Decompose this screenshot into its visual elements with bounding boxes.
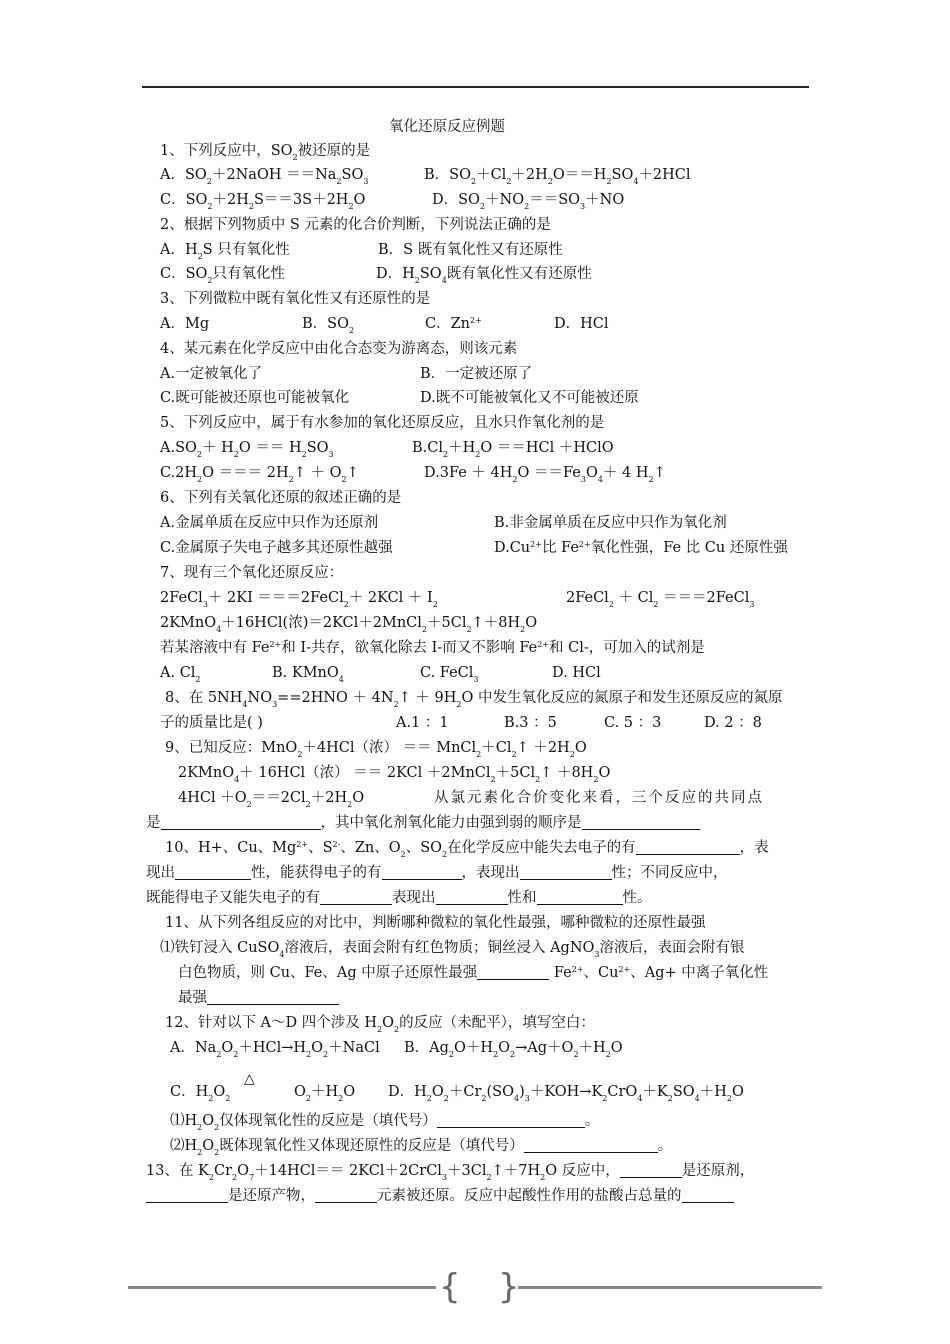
q10-blank-1[interactable] — [636, 840, 740, 855]
q5-option-c: $C.2H_2O$ ＝＝＝ $2H_2↑$ ＋ $O_2↑$ — [160, 465, 359, 484]
footer-rule-left — [128, 1286, 436, 1289]
q1-option-a: A．$SO_2+2NaOH ==Na_2SO_3$ — [160, 167, 369, 186]
q13-line-2: 是还原产物， 元素被还原。反应中起酸性作用的盐酸占总量的 — [146, 1187, 734, 1205]
footer-rule-right — [518, 1286, 822, 1289]
q1-option-b: B．$SO_2+Cl_2+2H_2O==H_2SO_4+2HCl$ — [424, 167, 691, 186]
q8-option-a: A.1 ：1 — [396, 715, 449, 731]
heat-triangle: △ — [244, 1071, 255, 1087]
q2-option-b: B．S 既有氧化性又有还原性 — [378, 242, 563, 258]
q7-reaction-3: 2KMnO$_4$＋16HCl(浓)$=2KCl+2MnCl_2+5Cl_2↑+8H_2O$ — [160, 615, 538, 634]
q1-option-d: D．$SO_2+NO_2==SO_3+NO$ — [432, 192, 625, 211]
q9-reaction-2: 2KMnO$_4$＋ 16HCl（浓） ＝＝ $2KCl +2MnCl_2+5Cl_2↑ +8H_2O$ — [178, 765, 611, 784]
q10-blank-3[interactable] — [382, 865, 462, 880]
q10-line-2: 现出 性，能获得电子的有 ，表现出 性；不同反应中， — [146, 865, 728, 881]
q4-option-c: C.既可能被还原也可能被氧化 — [160, 390, 350, 406]
q10-blank-6[interactable] — [436, 890, 508, 905]
q8-option-b: B.3 ：5 — [504, 715, 557, 731]
q5-option-b: $B.Cl_2+H_2O ==HCl$ ＋HClO — [412, 440, 614, 459]
q12-reaction-c-products: $O_2+H_2O$ — [294, 1084, 356, 1103]
q2-option-d: D．$H_2SO_4$既有氧化性又有还原性 — [376, 266, 592, 285]
q11-blank-2[interactable] — [207, 990, 339, 1005]
q10-blank-7[interactable] — [537, 890, 623, 905]
q7-option-c: C. FeCl$_3$ — [420, 665, 479, 684]
question-4-stem: 4、某元素在化学反应中由化合态变为游离态，则该元素 — [160, 341, 518, 357]
q6-option-b: B.非金属单质在反应中只作为氧化剂 — [494, 515, 727, 531]
question-2-stem: 2、根据下列物质中 S 元素的化合价判断，下列说法正确的是 — [160, 217, 551, 233]
q13-blank-3[interactable] — [315, 1188, 377, 1203]
q12-blank-1[interactable] — [437, 1113, 585, 1128]
q5-option-d: $D.3Fe + 4H_2O ==Fe_3O_4+ 4$ $H_2↑$ — [424, 465, 666, 484]
q9-reaction-3: $4HCl +O_2==2Cl_2+2H_2O$ — [178, 790, 365, 809]
question-10-stem: 10、H+、Cu、$Mg^{2+}$、$S^{2-}$、Zn、$O_2$、$SO_2$在化学反应中能失去电子的有 ，表 — [165, 840, 769, 859]
q13-blank-1[interactable] — [620, 1163, 682, 1178]
q4-option-a: A.一定被氧化了 — [160, 366, 263, 382]
q9-blank-common[interactable] — [161, 815, 321, 830]
q7-option-d: D. HCl — [552, 665, 601, 681]
footer-left-brace-icon: { — [439, 1267, 461, 1307]
q12-reaction-a: A．$Na_2O_2+HCl\to H_2O_2+NaCl$ — [170, 1040, 380, 1059]
q11-line-2: 白色物质，则 Cu、Fe、Ag 中原子还原性最强 $Fe^{2+}$、$Cu^{2+}$、Ag+ 中离子氧化性 — [178, 965, 769, 981]
q13-blank-2[interactable] — [146, 1188, 228, 1203]
q2-option-c: C．$SO_2$只有氧化性 — [160, 266, 286, 285]
q6-option-a: A.金属单质在反应中只作为还原剂 — [160, 515, 379, 531]
q7-option-b: B. KMnO$_4$ — [272, 665, 344, 684]
q12-reaction-d: D．$H_2O_2+Cr_2(SO_4)_3+KOH\to K_2CrO_4+K_2SO_4+H_2O$ — [388, 1084, 744, 1103]
q12-part-2: $⑵H_2O_2$既体现氧化性又体现还原性的反应是（填代号） 。 — [170, 1138, 673, 1157]
q9-fill-line: 是 ，其中氧化剂氧化能力由强到弱的顺序是 — [146, 814, 700, 832]
q11-line-3: 最强 — [178, 989, 339, 1007]
q9-prompt: 从氯元素化合价变化来看，三个反应的共同点 — [434, 790, 764, 806]
q3-option-c: C．$Zn^{2+}$ — [425, 316, 482, 332]
q1-option-c: C．$SO_2+2H_2S==3S+2H_2O$ — [160, 192, 366, 211]
question-7-stem: 7、现有三个氧化还原反应： — [160, 565, 344, 581]
q12-reaction-b: B．$Ag_2O+H_2O_2\to Ag+O_2+H_2O$ — [404, 1040, 623, 1059]
q3-option-d: D．HCl — [554, 316, 609, 332]
q7-reaction-1: 2FeCl$_3$＋ 2KI ＝＝＝2FeCl$_2$＋ $2KCl + I_2$ — [160, 590, 438, 609]
q7-condition: 若某溶液中有 $Fe^{2+}$和 I-共存，欲氧化除去 I-而又不影响 $Fe^{2+}$和 Cl-，可加入的试剂是 — [160, 640, 705, 656]
q8-option-d: D. 2 ：8 — [704, 715, 762, 731]
q8-option-c: C. 5 ：3 — [604, 715, 662, 731]
q8-line-2: 子的质量比是( ) — [160, 715, 263, 731]
q2-option-a: A．$H_2S$ 只有氧化性 — [160, 242, 290, 261]
q6-option-d: $D.Cu^{2+}$比 $Fe^{2+}$氧化性强，Fe 比 Cu 还原性强 — [494, 540, 788, 556]
q5-option-a: $A.SO_2+ H_2O == H_2SO_3$ — [160, 440, 334, 459]
q9-blank-order[interactable] — [582, 815, 700, 830]
question-5-stem: 5、下列反应中，属于有水参加的氧化还原反应，且水只作氧化剂的是 — [160, 415, 605, 431]
question-1-stem: 1、下列反应中，$SO_2$被还原的是 — [160, 143, 371, 162]
q6-option-c: C.金属原子失电子越多其还原性越强 — [160, 540, 393, 556]
q7-option-a: A. $Cl_2$ — [160, 665, 201, 684]
q3-option-b: B．$SO_2$ — [302, 316, 355, 335]
q4-option-d: D.既不可能被氧化又不可能被还原 — [420, 390, 639, 406]
q13-blank-4[interactable] — [682, 1188, 734, 1203]
question-6-stem: 6、下列有关氧化还原的叙述正确的是 — [160, 490, 402, 506]
q10-line-3: 既能得电子又能失电子的有 表现出 性和 性。 — [146, 890, 652, 906]
question-13-stem: 13、在 $K_2Cr_2O_7+14HCl==$ $2KCl+2CrCl_3+3Cl_2↑+7H_2O$ 反应中， 是还原剂， — [146, 1163, 755, 1182]
q4-option-b: B．一定被还原了 — [420, 366, 533, 382]
q11-line-1: ⑴铁钉浸入 CuSO$_4$溶液后，表面会附有红色物质；铜丝浸入 AgNO$_3$溶液后，表面会附有银 — [160, 940, 745, 959]
q12-reaction-c: C．$H_2O_2$ — [170, 1084, 231, 1103]
q12-part-1: $⑴H_2O_2$仅体现氧化性的反应是（填代号） 。 — [170, 1113, 600, 1132]
q7-reaction-2: 2FeCl$_2$ ＋ $Cl_2$ ＝＝＝2FeCl$_3$ — [566, 590, 755, 609]
question-3-stem: 3、下列微粒中既有氧化性又有还原性的是 — [160, 291, 431, 307]
q10-blank-4[interactable] — [520, 865, 612, 880]
page-title: 氧化还原反应例题 — [389, 119, 505, 135]
footer-right-brace-icon: } — [498, 1267, 520, 1307]
question-8-stem: 8、在 $5NH_4NO_3==2HNO$ ＋ $4N_2↑ + 9H_2O$ 中发生氧化反应的氮原子和发生还原反应的氮原 — [165, 690, 783, 709]
question-11-stem: 11、从下列各组反应的对比中，判断哪种微粒的氧化性最强，哪种微粒的还原性最强 — [165, 915, 706, 931]
q10-blank-2[interactable] — [175, 865, 251, 880]
q10-blank-5[interactable] — [320, 890, 392, 905]
question-9-stem: 9、已知反应：MnO$_2$＋4HCl（浓） ＝＝ $MnCl_2+Cl_2↑ +2H_2O$ — [165, 740, 587, 759]
header-rule — [142, 86, 809, 88]
q3-option-a: A．Mg — [160, 316, 210, 332]
q11-blank-1[interactable] — [477, 965, 549, 980]
q12-blank-2[interactable] — [524, 1138, 658, 1153]
question-12-stem: 12、针对以下 A～D 四个涉及 $H_2O_2$的反应（未配平），填写空白： — [165, 1015, 595, 1034]
